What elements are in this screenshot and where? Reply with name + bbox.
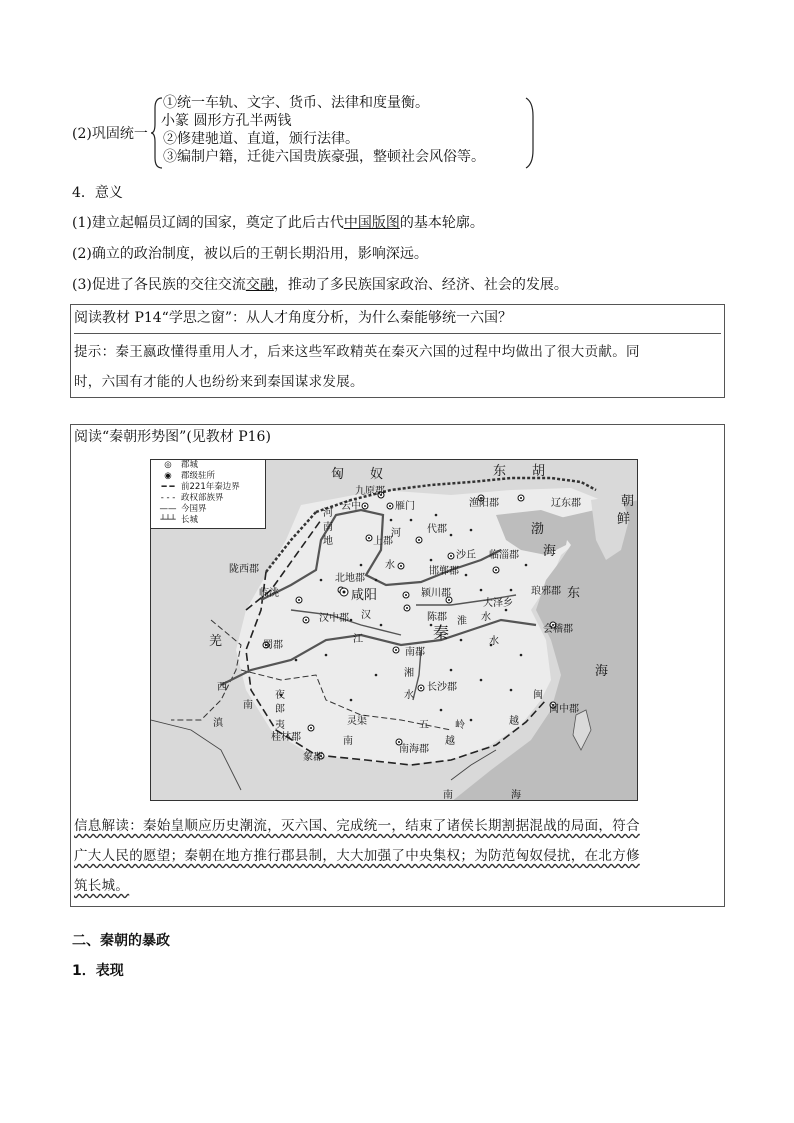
left-brace [150, 96, 164, 170]
map-box-title: 阅读“秦朝形势图”(见教材 P16) [74, 429, 271, 445]
map-label: 海 [595, 664, 609, 679]
map-label: 陈郡 [427, 612, 447, 623]
map-label: 南海郡 [399, 744, 429, 755]
info-line-1: 信息解读：秦始皇顺应历史潮流，灭六国、完成统一，结束了诸侯长期割据混战的局面，符合 [74, 818, 640, 834]
consolidate-item-1: ①统一车轨、文字、货币、法律和度量衡。 [163, 95, 429, 111]
map-label: 咸阳 [351, 588, 378, 603]
great-wall-icon: ┴┴┴ [160, 515, 176, 525]
map-label: 颍川郡 [421, 588, 451, 599]
map-label: 闽 [533, 690, 543, 701]
map-label: 桂林郡 [271, 732, 301, 743]
map-label: 河 [391, 528, 401, 539]
section-heading: 二、秦朝的暴政 [72, 933, 170, 949]
map-label: 汉中郡 [319, 613, 349, 624]
map-label: 五 [419, 720, 429, 731]
p3-text-after: ，推动了多民族国家政治、经济、社会的发展。 [273, 277, 568, 293]
qin-dynasty-map [150, 459, 638, 801]
map-label: 邯郸郡 [429, 566, 459, 577]
map-label: 琅邪郡 [531, 586, 561, 597]
map-label: 夷 [275, 720, 285, 731]
legend-item: 郡级驻所 [181, 471, 216, 481]
talent-answer-line1: 提示：秦王嬴政懂得重用人才，后来这些军政精英在秦灭六国的过程中均做出了很大贡献。同 [74, 344, 640, 360]
map-label: 江 [353, 634, 363, 645]
map-label: 东 [567, 586, 581, 601]
map-legend [151, 460, 266, 529]
map-label: 淮 [457, 616, 467, 627]
map-label: 海 [511, 790, 521, 801]
map-label: 闽中郡 [549, 704, 579, 715]
map-label: 羌 [209, 634, 223, 649]
legend-item: 今国界 [181, 504, 207, 514]
map-label: 南 [443, 790, 453, 801]
p1-underline: 中国版图 [343, 215, 400, 231]
map-label: 南 [343, 736, 353, 747]
map-label: 地 [323, 536, 333, 547]
polity-border-icon: - - - [160, 493, 176, 503]
p1-text: (1)建立起幅员辽阔的国家，奠定了此后古代 [72, 215, 344, 231]
map-label: 西 [217, 682, 227, 693]
map-label: 九原郡 [355, 486, 385, 497]
map-label: 渔阳郡 [469, 498, 499, 509]
talent-question: 阅读教材 P14“学思之窗”：从人才角度分析，为什么秦能够统一六国？ [74, 309, 721, 334]
info-line-3: 筑长城。 [74, 878, 130, 894]
map-label: 水 [481, 612, 491, 623]
map-label: 南 [243, 700, 253, 711]
legend-item: 长城 [181, 515, 199, 525]
info-line-2: 广大人民的愿望；秦朝在地方推行郡县制，大大加强了中央集权；为防范匈奴侵扰，在北方修 [74, 848, 640, 864]
talent-answer-line2: 时，六国有才能的人也纷纷来到秦国谋求发展。 [74, 374, 364, 390]
map-label: 灵渠 [347, 716, 367, 727]
significance-heading: 4．意义 [72, 185, 123, 201]
consolidate-item-3: ②修建驰道、直道，颁行法律。 [163, 131, 359, 147]
map-label: 辽东郡 [551, 498, 581, 509]
map-label: 渤 [531, 522, 545, 537]
map-label: 云中 [341, 501, 361, 512]
significance-p1 [72, 214, 484, 232]
subsection-heading: 1．表现 [72, 963, 124, 979]
map-label: 水 [385, 560, 395, 571]
map-label: 水 [404, 690, 414, 701]
modern-border-icon: —— [159, 504, 177, 514]
prefecture-city-icon: ◎ [164, 460, 172, 470]
map-label: 湘 [404, 668, 414, 679]
map-label: 象郡 [303, 752, 323, 763]
map-label: 临洮 [259, 588, 279, 599]
map-label: 汉 [361, 610, 371, 621]
map-label: 越 [509, 716, 519, 727]
right-bracket [524, 96, 536, 170]
map-label: 长沙郡 [427, 682, 457, 693]
map-label: 南郡 [405, 647, 425, 658]
map-label: 大泽乡 [483, 598, 513, 609]
map-label: 鲜 [617, 512, 631, 527]
map-label: 代郡 [427, 524, 447, 535]
map-label: 南 [323, 522, 333, 533]
map-label: 会稽郡 [543, 624, 573, 635]
consolidate-label: (2)巩固统一 [72, 126, 148, 142]
map-label: 郎 [275, 704, 285, 715]
map-label: 北地郡 [335, 573, 365, 584]
map-label: 夜 [275, 690, 285, 701]
legend-item: 郡城 [181, 460, 199, 470]
map-label: 河 [323, 508, 333, 519]
map-label: 海 [543, 544, 557, 559]
p3-text: (3)促进了各民族的交往交流 [72, 277, 246, 293]
map-label: 越 [445, 736, 455, 747]
p3-underline: 交融 [245, 277, 274, 293]
map-label: 临淄郡 [489, 550, 519, 561]
map-label: 沙丘 [456, 550, 476, 561]
consolidate-item-2: 小篆 圆形方孔半两钱 [161, 113, 292, 129]
map-label: 东 胡 [493, 464, 546, 479]
map-label: 岭 [455, 720, 465, 731]
legend-item: 政权部族界 [181, 493, 224, 503]
significance-p2: (2)确立的政治制度，被以后的王朝长期沿用，影响深远。 [72, 246, 428, 262]
p1-text-after: 的基本轮廓。 [399, 215, 484, 231]
map-label: 蜀郡 [263, 640, 283, 651]
map-label: 水 [489, 636, 499, 647]
map-label: 秦 [433, 623, 450, 642]
map-label: 滇 [213, 718, 223, 729]
legend-item: 前221年秦边界 [181, 482, 240, 492]
map-label: 陇西郡 [229, 564, 259, 575]
map-label: 朝 [621, 494, 635, 509]
map-label: 匈 奴 [331, 467, 384, 482]
qin-border-icon: ━ ━ [161, 482, 175, 492]
consolidate-item-4: ③编制户籍，迁徙六国贵族豪强，整顿社会风俗等。 [163, 149, 485, 165]
reading-box-talent [70, 304, 725, 398]
prefecture-seat-icon: ◉ [164, 471, 172, 481]
significance-p3 [72, 276, 568, 294]
map-label: 雁门 [395, 501, 415, 512]
map-label: 上郡 [373, 536, 393, 547]
